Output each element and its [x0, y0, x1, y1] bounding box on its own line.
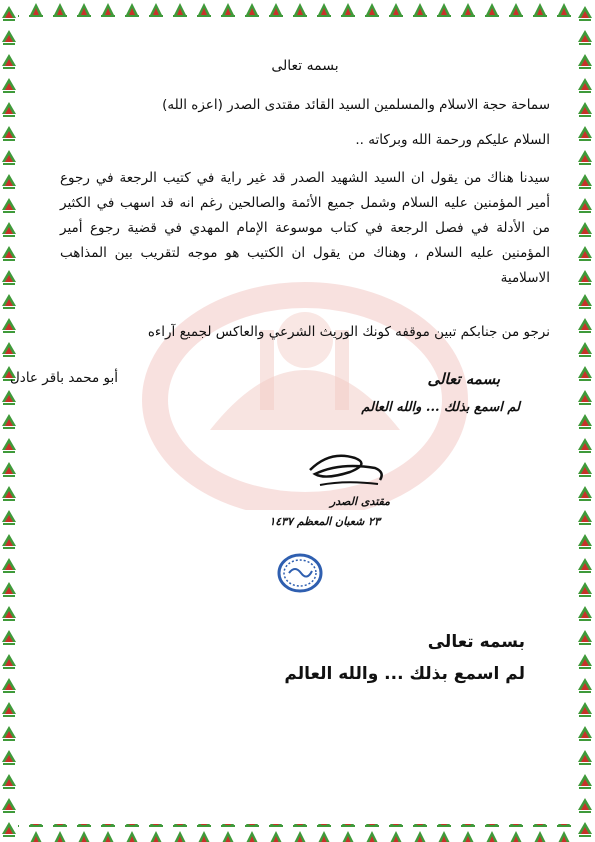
letter-addressee: سماحة حجة الاسلام والمسلمين السيد القائد مقتدى الصدر (اعزه الله) [162, 97, 550, 113]
signature-name: مقتدى الصدر [329, 495, 390, 508]
letter-closing: نرجو من جنابكم تبين موقفه كونك الوريث الشرعي والعاكس لجميع آراءه [147, 324, 550, 340]
letter-greeting: السلام عليكم ورحمة الله وبركاته .. [355, 132, 550, 148]
handwritten-basmala: بسمه تعالى [427, 370, 500, 388]
handwritten-date: ٢٣ شعبان المعظم ١٤٣٧ [269, 515, 380, 528]
typed-answer: لم اسمع بذلك ... والله العالم [284, 664, 525, 684]
sender-name: أبو محمد باقر عادل [10, 370, 118, 386]
signature [300, 440, 390, 490]
typed-basmala: بسمه تعالى [427, 632, 525, 652]
official-seal [277, 553, 323, 593]
letter-question: سيدنا هناك من يقول ان السيد الشهيد الصدر قد غير راية في كتيب الرجعة في رجوع أمير المؤمنين عليه السلام وشمل جميع الأئمة والصالحين رغم انه قد اسهب في الكثير من الأدلة في فصل الرجعة في كتاب موسوعة الإمام المهدي في قضية رجوع أمير المؤمنين عليه السلام ، وهناك من يقول ان الكتيب هو موجه لتقريب بين المذاهب الاسلامية [60, 170, 550, 286]
letter-basmala: بسمه تعالى [271, 58, 339, 74]
handwritten-answer: لم اسمع بذلك ... والله العالم [361, 400, 520, 415]
